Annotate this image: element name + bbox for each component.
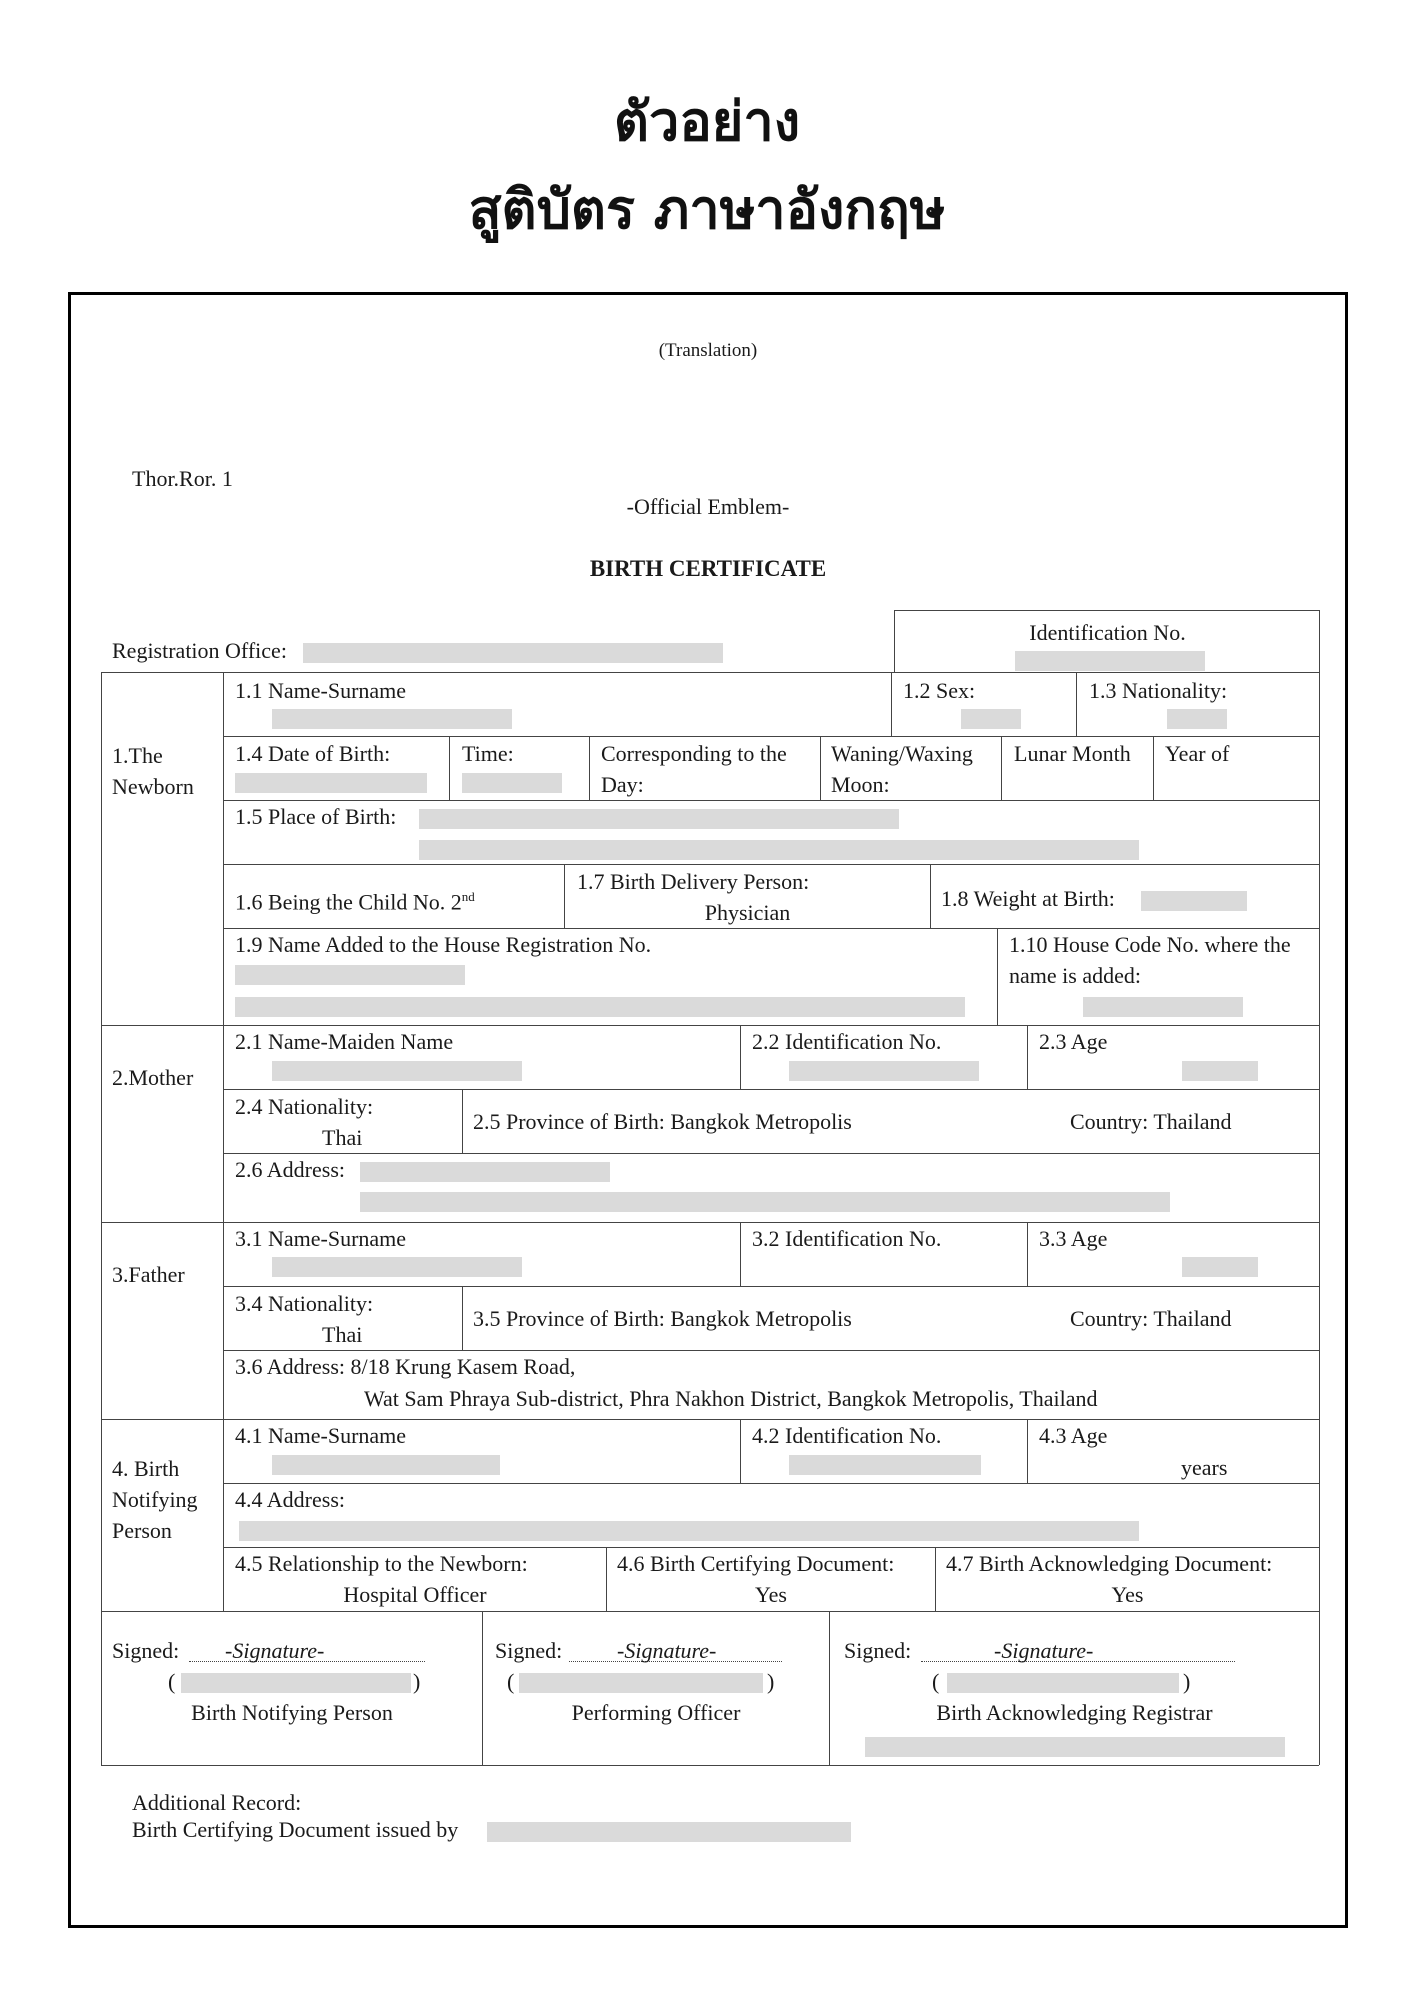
redacted-newborn-name: [272, 709, 512, 729]
header-line-2: สูติบัตร ภาษาอังกฤษ: [468, 178, 946, 241]
registration-office-label: Registration Office:: [112, 638, 287, 663]
redacted-weight: [1141, 891, 1247, 911]
redacted-mother-address-1: [360, 1162, 610, 1182]
newborn-day-label: Corresponding to the Day:: [601, 741, 787, 797]
redacted-place-line-2: [419, 840, 1139, 860]
delivery-person-label: 1.7 Birth Delivery Person:: [577, 869, 810, 894]
redacted-newborn-sex: [961, 709, 1021, 729]
notifier-address-label: 4.4 Address:: [235, 1487, 345, 1512]
notifier-age-label: 4.3 Age: [1039, 1423, 1108, 1448]
notifier-id-label: 4.2 Identification No.: [752, 1423, 942, 1448]
notifier-age-unit: years: [1181, 1455, 1228, 1480]
certifying-document-label: 4.6 Birth Certifying Document:: [617, 1551, 895, 1576]
father-age-label: 3.3 Age: [1039, 1226, 1108, 1251]
relationship-value: Hospital Officer: [343, 1582, 487, 1607]
newborn-child-no: 1.6 Being the Child No. 2nd: [235, 889, 475, 915]
additional-record-label: Additional Record:: [132, 1790, 302, 1815]
redacted-signatory-3: [947, 1673, 1179, 1693]
translation-label: (Translation): [658, 340, 758, 361]
signed-label-1: Signed:: [112, 1638, 180, 1663]
weight-at-birth-label: 1.8 Weight at Birth:: [941, 886, 1115, 911]
section-notifier-label: 4. Birth Notifying Person: [112, 1456, 198, 1543]
redacted-additional-record: [487, 1822, 851, 1842]
redacted-house-reg-1: [235, 965, 465, 985]
newborn-time-label: Time:: [462, 741, 514, 766]
form-code: Thor.Ror. 1: [132, 466, 233, 491]
redacted-signatory-1: [181, 1673, 411, 1693]
additional-record-line: Birth Certifying Document issued by: [132, 1817, 459, 1842]
document-title: BIRTH CERTIFICATE: [589, 556, 827, 581]
redacted-father-name: [272, 1257, 522, 1277]
redacted-mother-name: [272, 1061, 522, 1081]
mother-name-label: 2.1 Name-Maiden Name: [235, 1029, 454, 1054]
father-id-label: 3.2 Identification No.: [752, 1226, 942, 1251]
section-father-label: 3.Father: [112, 1262, 185, 1287]
notifier-name-label: 4.1 Name-Surname: [235, 1423, 407, 1448]
mother-id-label: 2.2 Identification No.: [752, 1029, 942, 1054]
official-emblem: -Official Emblem-: [626, 494, 790, 519]
redacted-house-code: [1083, 997, 1243, 1017]
redacted-registration-office: [303, 643, 723, 663]
identification-no-label: Identification No.: [1029, 620, 1186, 645]
mother-country: Country: Thailand: [1070, 1109, 1232, 1134]
newborn-year-label: Year of: [1165, 741, 1230, 766]
newborn-moon-label: Waning/Waxing Moon:: [831, 741, 973, 797]
acknowledging-document-value: Yes: [1111, 1582, 1144, 1607]
father-address-line-2: Wat Sam Phraya Sub-district, Phra Nakhon District, Bangkok Metropolis, Thailand: [364, 1386, 1098, 1411]
signed-label-2: Signed:: [495, 1638, 563, 1663]
newborn-dob-label: 1.4 Date of Birth:: [235, 741, 391, 766]
signed-label-3: Signed:: [844, 1638, 912, 1663]
signature-2: -Signature-: [617, 1638, 717, 1663]
newborn-lunar-month-label: Lunar Month: [1014, 741, 1131, 766]
redacted-newborn-nationality: [1167, 709, 1227, 729]
father-address-line-1: 3.6 Address: 8/18 Krung Kasem Road,: [235, 1354, 576, 1379]
section-mother-label: 2.Mother: [112, 1065, 194, 1090]
mother-address-label: 2.6 Address:: [235, 1157, 345, 1182]
relationship-label: 4.5 Relationship to the Newborn:: [235, 1551, 528, 1576]
house-registration-label: 1.9 Name Added to the House Registration No.: [235, 932, 652, 957]
role-performing-officer: Performing Officer: [571, 1700, 741, 1725]
signature-1: -Signature-: [225, 1638, 325, 1663]
redacted-notifier-id: [789, 1455, 981, 1475]
role-birth-acknowledging-registrar: Birth Acknowledging Registrar: [936, 1700, 1213, 1725]
redacted-house-reg-2: [235, 997, 965, 1017]
redacted-notifier-address: [239, 1521, 1139, 1541]
birth-certificate-document: (Translation) Thor.Ror. 1 -Official Emblem- BIRTH CERTIFICATE Registration Office: Identification No. 1.The Newborn 1.1 Name-Surname 1.2 Sex: 1.3 Nationality: 1.4 Date of Birth: Time: Corresponding to the Day: Waning/Waxing Moon: Lunar Month Year of 1.5 Place of Birth: 1.6 Being the Child No. 2nd 1.7 Birth Delivery Person: Physician 1.8 Weight at Birth: 1.9 Name Added to the House Registration No. 1.10 House Code No. where the name is added: 2.Mother 2.1 Name-Maiden Name 2.2 Identification No. 2.3 Age 2.4 Nationality: Thai 2.5 Province of Birth: Bangkok Metropolis Country: Thailand 2.6 Address: 3.Father 3.1 Name-Surname 3.2 Identification No. 3.3 Age 3.4 Nationality: Thai 3.5 Province of Birth: Bangkok Metropolis Country: Thailand 3.6 Address: 8/18 Krung Kasem Road, Wat Sam Phraya Sub-district, Phra Nakhon District, Bangkok Metropolis, Thailand 4. Birth Notifying Person 4.1 Name-Surname 4.2 Identification No. 4.3 Age years 4.4 Address: 4.5 Relationship to the Newborn: Hospital Officer 4.6 Birth Certifying Document: Yes 4.7 Birth Acknowledging Document: Yes Signed: -Signature- ( ) Birth Notifying Person Signed: -Signature- ( ) Performing Officer Signed: -Signature- ( ) Birth Acknowledging Registrar Additional Record: Birth Certifying Document issued by: [68, 292, 1348, 1928]
redacted-newborn-dob: [235, 773, 427, 793]
redacted-place-line-1: [419, 809, 899, 829]
redacted-notifier-name: [272, 1455, 500, 1475]
delivery-person-value: Physician: [704, 900, 791, 925]
mother-age-label: 2.3 Age: [1039, 1029, 1108, 1054]
father-country: Country: Thailand: [1070, 1306, 1232, 1331]
mother-nationality-value: Thai: [322, 1125, 363, 1150]
redacted-father-age: [1182, 1257, 1258, 1277]
mother-nationality-label: 2.4 Nationality:: [235, 1094, 374, 1119]
father-nationality-value: Thai: [322, 1322, 363, 1347]
mother-province-of-birth: 2.5 Province of Birth: Bangkok Metropolis: [473, 1109, 852, 1134]
newborn-name-label: 1.1 Name-Surname: [235, 678, 407, 703]
father-name-label: 3.1 Name-Surname: [235, 1226, 407, 1251]
section-newborn-label: 1.The Newborn: [112, 743, 194, 799]
redacted-mother-address-2: [360, 1192, 1170, 1212]
acknowledging-document-label: 4.7 Birth Acknowledging Document:: [946, 1551, 1273, 1576]
redacted-mother-age: [1182, 1061, 1258, 1081]
signature-3: -Signature-: [994, 1638, 1094, 1663]
newborn-place-label: 1.5 Place of Birth:: [235, 804, 397, 829]
house-code-label: 1.10 House Code No. where the name is added:: [1009, 932, 1291, 988]
newborn-nationality-label: 1.3 Nationality:: [1089, 678, 1228, 703]
header-line-1: ตัวอย่าง: [613, 90, 801, 153]
redacted-id-number: [1015, 651, 1205, 671]
father-nationality-label: 3.4 Nationality:: [235, 1291, 374, 1316]
father-province-of-birth: 3.5 Province of Birth: Bangkok Metropolis: [473, 1306, 852, 1331]
redacted-signatory-2: [519, 1673, 763, 1693]
redacted-registrar-date: [865, 1737, 1285, 1757]
newborn-sex-label: 1.2 Sex:: [903, 678, 976, 703]
redacted-mother-id: [789, 1061, 979, 1081]
redacted-newborn-time: [462, 773, 562, 793]
role-birth-notifying-person: Birth Notifying Person: [191, 1700, 393, 1725]
certifying-document-value: Yes: [754, 1582, 787, 1607]
